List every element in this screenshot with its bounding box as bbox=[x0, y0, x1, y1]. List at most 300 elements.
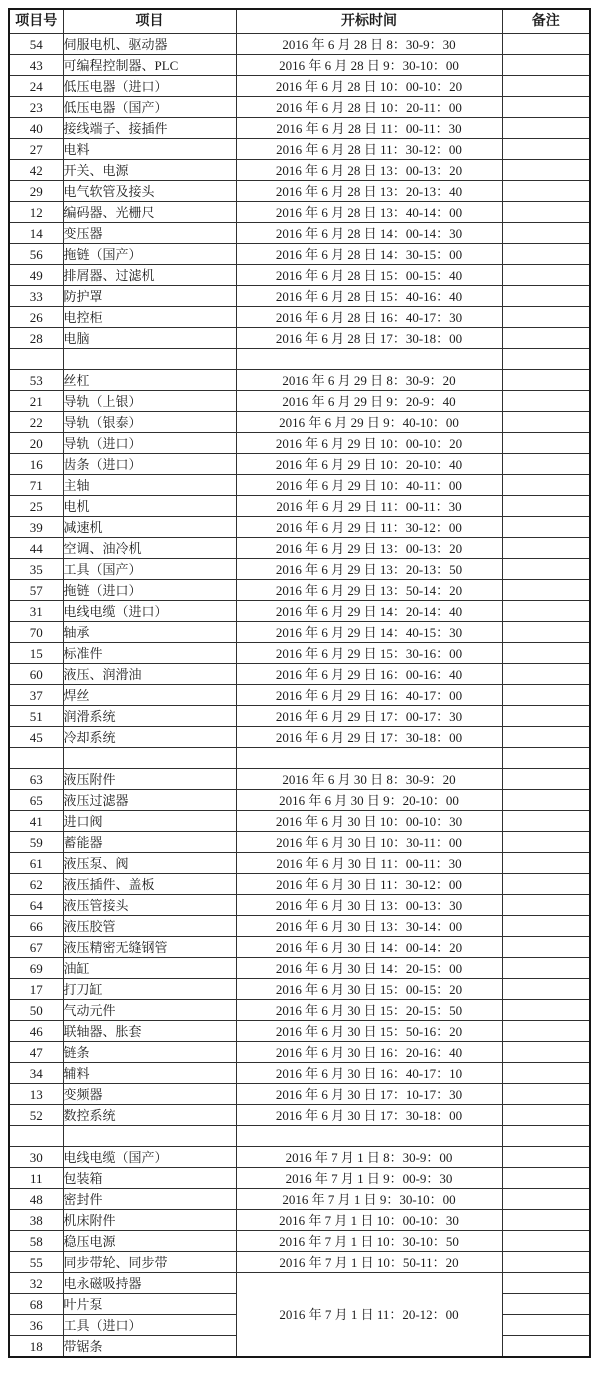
item-no-cell: 41 bbox=[9, 811, 63, 832]
bid-opening-schedule-table bbox=[8, 8, 591, 1358]
table-row bbox=[9, 1231, 590, 1252]
table-row bbox=[9, 664, 590, 685]
table-row bbox=[9, 601, 590, 622]
remark-cell bbox=[502, 454, 590, 475]
item-name-cell: 低压电器（国产） bbox=[63, 97, 236, 118]
item-name-cell: 开关、电源 bbox=[63, 160, 236, 181]
bid-time-cell: 2016 年 6 月 28 日 8：30-9：30 bbox=[236, 34, 502, 55]
bid-time-cell: 2016 年 6 月 30 日 9：20-10：00 bbox=[236, 790, 502, 811]
item-no-cell: 56 bbox=[9, 244, 63, 265]
bid-time-cell: 2016 年 6 月 29 日 16：00-16：40 bbox=[236, 664, 502, 685]
remark-cell bbox=[502, 139, 590, 160]
table-row bbox=[9, 1021, 590, 1042]
item-name-cell: 可编程控制器、PLC bbox=[63, 55, 236, 76]
item-no-cell: 64 bbox=[9, 895, 63, 916]
item-name-cell: 链条 bbox=[63, 1042, 236, 1063]
item-name-cell: 进口阀 bbox=[63, 811, 236, 832]
item-no-cell: 27 bbox=[9, 139, 63, 160]
item-no-cell: 35 bbox=[9, 559, 63, 580]
remark-cell bbox=[502, 76, 590, 97]
remark-cell bbox=[502, 265, 590, 286]
table-row bbox=[9, 538, 590, 559]
bid-time-cell: 2016 年 6 月 28 日 11：00-11：30 bbox=[236, 118, 502, 139]
remark-cell bbox=[502, 979, 590, 1000]
item-name-cell: 轴承 bbox=[63, 622, 236, 643]
item-name-cell: 冷却系统 bbox=[63, 727, 236, 748]
remark-cell bbox=[502, 685, 590, 706]
item-name-cell: 电线电缆（国产） bbox=[63, 1147, 236, 1168]
table-row bbox=[9, 97, 590, 118]
item-name-cell: 辅料 bbox=[63, 1063, 236, 1084]
remark-cell bbox=[502, 349, 590, 370]
item-name-cell: 主轴 bbox=[63, 475, 236, 496]
item-name-cell: 电机 bbox=[63, 496, 236, 517]
bid-time-cell: 2016 年 6 月 28 日 11：30-12：00 bbox=[236, 139, 502, 160]
bid-time-cell: 2016 年 6 月 29 日 8：30-9：20 bbox=[236, 370, 502, 391]
table-row bbox=[9, 706, 590, 727]
bid-time-cell: 2016 年 6 月 28 日 10：20-11：00 bbox=[236, 97, 502, 118]
item-no-cell: 21 bbox=[9, 391, 63, 412]
remark-cell bbox=[502, 244, 590, 265]
item-name-cell: 低压电器（进口） bbox=[63, 76, 236, 97]
remark-cell bbox=[502, 433, 590, 454]
table-row bbox=[9, 55, 590, 76]
table-row bbox=[9, 496, 590, 517]
item-no-cell: 70 bbox=[9, 622, 63, 643]
item-name-cell bbox=[63, 748, 236, 769]
remark-cell bbox=[502, 790, 590, 811]
remark-cell bbox=[502, 55, 590, 76]
item-no-cell: 43 bbox=[9, 55, 63, 76]
table-row bbox=[9, 1063, 590, 1084]
bid-time-cell: 2016 年 6 月 30 日 16：40-17：10 bbox=[236, 1063, 502, 1084]
item-name-cell: 气动元件 bbox=[63, 1000, 236, 1021]
remark-cell bbox=[502, 664, 590, 685]
item-name-cell: 丝杠 bbox=[63, 370, 236, 391]
item-no-cell: 67 bbox=[9, 937, 63, 958]
remark-cell bbox=[502, 1147, 590, 1168]
item-name-cell: 工具（进口） bbox=[63, 1315, 236, 1336]
item-name-cell: 液压附件 bbox=[63, 769, 236, 790]
table-row bbox=[9, 160, 590, 181]
remark-cell bbox=[502, 811, 590, 832]
item-name-cell: 接线端子、接插件 bbox=[63, 118, 236, 139]
remark-cell bbox=[502, 1084, 590, 1105]
item-name-cell: 拖链（进口） bbox=[63, 580, 236, 601]
item-name-cell: 电控柜 bbox=[63, 307, 236, 328]
bid-time-cell: 2016 年 6 月 30 日 17：10-17：30 bbox=[236, 1084, 502, 1105]
remark-cell bbox=[502, 1315, 590, 1336]
item-name-cell: 减速机 bbox=[63, 517, 236, 538]
bid-time-cell: 2016 年 6 月 29 日 13：00-13：20 bbox=[236, 538, 502, 559]
item-name-cell: 蓄能器 bbox=[63, 832, 236, 853]
item-name-cell: 打刀缸 bbox=[63, 979, 236, 1000]
item-name-cell: 电料 bbox=[63, 139, 236, 160]
bid-time-cell: 2016 年 6 月 30 日 15：50-16：20 bbox=[236, 1021, 502, 1042]
remark-cell bbox=[502, 1021, 590, 1042]
header-row bbox=[9, 9, 590, 34]
table-row bbox=[9, 475, 590, 496]
table-row bbox=[9, 34, 590, 55]
bid-time-cell: 2016 年 6 月 28 日 17：30-18：00 bbox=[236, 328, 502, 349]
remark-cell bbox=[502, 1231, 590, 1252]
remark-cell bbox=[502, 97, 590, 118]
item-no-cell: 12 bbox=[9, 202, 63, 223]
remark-cell bbox=[502, 1000, 590, 1021]
item-name-cell: 液压过滤器 bbox=[63, 790, 236, 811]
item-no-cell: 31 bbox=[9, 601, 63, 622]
remark-cell bbox=[502, 1252, 590, 1273]
table-row bbox=[9, 265, 590, 286]
item-no-cell: 52 bbox=[9, 1105, 63, 1126]
table-row bbox=[9, 433, 590, 454]
remark-cell bbox=[502, 412, 590, 433]
bid-time-cell: 2016 年 6 月 29 日 14：40-15：30 bbox=[236, 622, 502, 643]
item-no-cell bbox=[9, 1126, 63, 1147]
col-header-bid-time: 开标时间 bbox=[236, 9, 502, 34]
item-no-cell: 39 bbox=[9, 517, 63, 538]
item-name-cell: 液压、润滑油 bbox=[63, 664, 236, 685]
table-row bbox=[9, 979, 590, 1000]
item-name-cell: 机床附件 bbox=[63, 1210, 236, 1231]
bid-time-cell: 2016 年 6 月 30 日 10：00-10：30 bbox=[236, 811, 502, 832]
item-no-cell bbox=[9, 349, 63, 370]
table-row bbox=[9, 370, 590, 391]
bid-time-cell: 2016 年 6 月 29 日 16：40-17：00 bbox=[236, 685, 502, 706]
item-name-cell: 电永磁吸持器 bbox=[63, 1273, 236, 1294]
item-no-cell: 33 bbox=[9, 286, 63, 307]
table-row bbox=[9, 1210, 590, 1231]
remark-cell bbox=[502, 1294, 590, 1315]
table-row bbox=[9, 286, 590, 307]
table-row bbox=[9, 832, 590, 853]
bid-time-cell: 2016 年 6 月 30 日 13：00-13：30 bbox=[236, 895, 502, 916]
item-no-cell: 23 bbox=[9, 97, 63, 118]
remark-cell bbox=[502, 1126, 590, 1147]
bid-time-cell: 2016 年 6 月 30 日 10：30-11：00 bbox=[236, 832, 502, 853]
table-row bbox=[9, 559, 590, 580]
separator-row bbox=[9, 349, 590, 370]
col-header-item-no: 项目号 bbox=[9, 9, 63, 34]
table-row bbox=[9, 937, 590, 958]
remark-cell bbox=[502, 517, 590, 538]
item-name-cell bbox=[63, 1126, 236, 1147]
item-no-cell: 20 bbox=[9, 433, 63, 454]
item-name-cell: 包装箱 bbox=[63, 1168, 236, 1189]
item-name-cell: 电线电缆（进口） bbox=[63, 601, 236, 622]
table-row bbox=[9, 1168, 590, 1189]
remark-cell bbox=[502, 874, 590, 895]
item-no-cell: 45 bbox=[9, 727, 63, 748]
item-no-cell: 58 bbox=[9, 1231, 63, 1252]
table-row bbox=[9, 517, 590, 538]
bid-time-cell: 2016 年 7 月 1 日 8：30-9：00 bbox=[236, 1147, 502, 1168]
item-no-cell: 42 bbox=[9, 160, 63, 181]
item-no-cell: 59 bbox=[9, 832, 63, 853]
table-row bbox=[9, 1147, 590, 1168]
item-name-cell: 导轨（银泰） bbox=[63, 412, 236, 433]
table-row bbox=[9, 1252, 590, 1273]
remark-cell bbox=[502, 727, 590, 748]
item-no-cell: 57 bbox=[9, 580, 63, 601]
remark-cell bbox=[502, 307, 590, 328]
bid-time-cell bbox=[236, 1126, 502, 1147]
item-name-cell: 液压精密无缝钢管 bbox=[63, 937, 236, 958]
item-no-cell: 60 bbox=[9, 664, 63, 685]
remark-cell bbox=[502, 391, 590, 412]
remark-cell bbox=[502, 1105, 590, 1126]
item-no-cell: 37 bbox=[9, 685, 63, 706]
item-no-cell: 46 bbox=[9, 1021, 63, 1042]
item-no-cell: 28 bbox=[9, 328, 63, 349]
remark-cell bbox=[502, 853, 590, 874]
remark-cell bbox=[502, 601, 590, 622]
remark-cell bbox=[502, 706, 590, 727]
bid-time-cell: 2016 年 7 月 1 日 10：50-11：20 bbox=[236, 1252, 502, 1273]
bid-time-cell: 2016 年 6 月 29 日 10：40-11：00 bbox=[236, 475, 502, 496]
table-body bbox=[9, 34, 590, 1358]
remark-cell bbox=[502, 1168, 590, 1189]
item-no-cell bbox=[9, 748, 63, 769]
item-no-cell: 71 bbox=[9, 475, 63, 496]
bid-time-cell bbox=[236, 349, 502, 370]
remark-cell bbox=[502, 118, 590, 139]
item-no-cell: 47 bbox=[9, 1042, 63, 1063]
table-row bbox=[9, 1105, 590, 1126]
item-no-cell: 14 bbox=[9, 223, 63, 244]
item-no-cell: 54 bbox=[9, 34, 63, 55]
table-row bbox=[9, 139, 590, 160]
bid-time-cell: 2016 年 6 月 29 日 9：40-10：00 bbox=[236, 412, 502, 433]
remark-cell bbox=[502, 769, 590, 790]
bid-time-cell: 2016 年 6 月 28 日 15：40-16：40 bbox=[236, 286, 502, 307]
table-row bbox=[9, 622, 590, 643]
item-name-cell: 导轨（进口） bbox=[63, 433, 236, 454]
item-name-cell: 电气软管及接头 bbox=[63, 181, 236, 202]
item-name-cell: 变压器 bbox=[63, 223, 236, 244]
item-no-cell: 65 bbox=[9, 790, 63, 811]
table-row bbox=[9, 307, 590, 328]
item-no-cell: 44 bbox=[9, 538, 63, 559]
bid-time-cell: 2016 年 6 月 29 日 15：30-16：00 bbox=[236, 643, 502, 664]
remark-cell bbox=[502, 160, 590, 181]
item-no-cell: 24 bbox=[9, 76, 63, 97]
table-row bbox=[9, 244, 590, 265]
remark-cell bbox=[502, 958, 590, 979]
bid-time-cell: 2016 年 7 月 1 日 9：00-9：30 bbox=[236, 1168, 502, 1189]
item-no-cell: 38 bbox=[9, 1210, 63, 1231]
item-no-cell: 13 bbox=[9, 1084, 63, 1105]
table-row bbox=[9, 454, 590, 475]
bid-time-cell: 2016 年 6 月 28 日 14：00-14：30 bbox=[236, 223, 502, 244]
remark-cell bbox=[502, 1210, 590, 1231]
table-row bbox=[9, 769, 590, 790]
table-row bbox=[9, 580, 590, 601]
bid-time-cell: 2016 年 6 月 30 日 11：00-11：30 bbox=[236, 853, 502, 874]
bid-time-cell: 2016 年 6 月 28 日 14：30-15：00 bbox=[236, 244, 502, 265]
remark-cell bbox=[502, 538, 590, 559]
remark-cell bbox=[502, 1273, 590, 1294]
remark-cell bbox=[502, 34, 590, 55]
item-name-cell: 变频器 bbox=[63, 1084, 236, 1105]
item-name-cell: 带锯条 bbox=[63, 1336, 236, 1358]
item-name-cell: 密封件 bbox=[63, 1189, 236, 1210]
remark-cell bbox=[502, 328, 590, 349]
item-name-cell: 空调、油冷机 bbox=[63, 538, 236, 559]
item-name-cell: 液压泵、阀 bbox=[63, 853, 236, 874]
bid-time-cell: 2016 年 6 月 28 日 15：00-15：40 bbox=[236, 265, 502, 286]
remark-cell bbox=[502, 580, 590, 601]
item-name-cell: 叶片泵 bbox=[63, 1294, 236, 1315]
bid-time-cell: 2016 年 6 月 30 日 11：30-12：00 bbox=[236, 874, 502, 895]
remark-cell bbox=[502, 1189, 590, 1210]
bid-time-cell: 2016 年 6 月 29 日 11：00-11：30 bbox=[236, 496, 502, 517]
item-name-cell: 润滑系统 bbox=[63, 706, 236, 727]
item-no-cell: 18 bbox=[9, 1336, 63, 1358]
separator-row bbox=[9, 1126, 590, 1147]
bid-time-cell: 2016 年 6 月 30 日 13：30-14：00 bbox=[236, 916, 502, 937]
item-no-cell: 68 bbox=[9, 1294, 63, 1315]
table-row bbox=[9, 412, 590, 433]
remark-cell bbox=[502, 622, 590, 643]
item-no-cell: 30 bbox=[9, 1147, 63, 1168]
bid-time-cell: 2016 年 6 月 29 日 10：00-10：20 bbox=[236, 433, 502, 454]
bid-time-cell: 2016 年 6 月 28 日 13：40-14：00 bbox=[236, 202, 502, 223]
bid-time-cell: 2016 年 7 月 1 日 10：00-10：30 bbox=[236, 1210, 502, 1231]
remark-cell bbox=[502, 223, 590, 244]
item-name-cell: 工具（国产） bbox=[63, 559, 236, 580]
item-no-cell: 29 bbox=[9, 181, 63, 202]
bid-time-cell: 2016 年 6 月 29 日 17：30-18：00 bbox=[236, 727, 502, 748]
bid-time-cell: 2016 年 6 月 28 日 9：30-10：00 bbox=[236, 55, 502, 76]
table-row bbox=[9, 1084, 590, 1105]
bid-time-cell: 2016 年 6 月 28 日 16：40-17：30 bbox=[236, 307, 502, 328]
bid-time-cell: 2016 年 6 月 28 日 13：20-13：40 bbox=[236, 181, 502, 202]
item-no-cell: 32 bbox=[9, 1273, 63, 1294]
table-row bbox=[9, 1273, 590, 1294]
table-row bbox=[9, 874, 590, 895]
item-name-cell: 防护罩 bbox=[63, 286, 236, 307]
item-no-cell: 62 bbox=[9, 874, 63, 895]
item-no-cell: 49 bbox=[9, 265, 63, 286]
bid-time-cell: 2016 年 6 月 30 日 14：20-15：00 bbox=[236, 958, 502, 979]
table-row bbox=[9, 391, 590, 412]
item-name-cell: 导轨（上银） bbox=[63, 391, 236, 412]
bid-time-cell: 2016 年 6 月 30 日 17：30-18：00 bbox=[236, 1105, 502, 1126]
item-no-cell: 50 bbox=[9, 1000, 63, 1021]
separator-row bbox=[9, 748, 590, 769]
item-no-cell: 55 bbox=[9, 1252, 63, 1273]
table-row bbox=[9, 328, 590, 349]
item-name-cell: 联轴器、胀套 bbox=[63, 1021, 236, 1042]
remark-cell bbox=[502, 916, 590, 937]
item-no-cell: 17 bbox=[9, 979, 63, 1000]
item-name-cell: 拖链（国产） bbox=[63, 244, 236, 265]
item-name-cell: 伺服电机、驱动器 bbox=[63, 34, 236, 55]
item-no-cell: 16 bbox=[9, 454, 63, 475]
bid-time-cell: 2016 年 6 月 28 日 10：00-10：20 bbox=[236, 76, 502, 97]
table-row bbox=[9, 1189, 590, 1210]
item-no-cell: 15 bbox=[9, 643, 63, 664]
remark-cell bbox=[502, 181, 590, 202]
item-no-cell: 25 bbox=[9, 496, 63, 517]
table-row bbox=[9, 685, 590, 706]
item-name-cell: 编码器、光栅尺 bbox=[63, 202, 236, 223]
bid-time-cell: 2016 年 6 月 30 日 14：00-14：20 bbox=[236, 937, 502, 958]
table-row bbox=[9, 790, 590, 811]
item-name-cell: 液压胶管 bbox=[63, 916, 236, 937]
item-name-cell bbox=[63, 349, 236, 370]
remark-cell bbox=[502, 202, 590, 223]
table-row bbox=[9, 895, 590, 916]
table-row bbox=[9, 76, 590, 97]
bid-time-cell: 2016 年 6 月 28 日 13：00-13：20 bbox=[236, 160, 502, 181]
remark-cell bbox=[502, 286, 590, 307]
bid-time-cell: 2016 年 6 月 29 日 17：00-17：30 bbox=[236, 706, 502, 727]
remark-cell bbox=[502, 1063, 590, 1084]
bid-time-cell: 2016 年 6 月 29 日 13：20-13：50 bbox=[236, 559, 502, 580]
item-name-cell: 液压管接头 bbox=[63, 895, 236, 916]
bid-time-cell: 2016 年 6 月 29 日 14：20-14：40 bbox=[236, 601, 502, 622]
table-row bbox=[9, 1042, 590, 1063]
item-name-cell: 焊丝 bbox=[63, 685, 236, 706]
remark-cell bbox=[502, 1336, 590, 1358]
item-no-cell: 26 bbox=[9, 307, 63, 328]
item-no-cell: 53 bbox=[9, 370, 63, 391]
remark-cell bbox=[502, 559, 590, 580]
item-no-cell: 66 bbox=[9, 916, 63, 937]
remark-cell bbox=[502, 643, 590, 664]
table-row bbox=[9, 727, 590, 748]
item-no-cell: 63 bbox=[9, 769, 63, 790]
item-no-cell: 61 bbox=[9, 853, 63, 874]
bid-time-cell: 2016 年 7 月 1 日 11：20-12：00 bbox=[236, 1273, 502, 1358]
table-row bbox=[9, 223, 590, 244]
remark-cell bbox=[502, 1042, 590, 1063]
bid-time-cell: 2016 年 6 月 29 日 13：50-14：20 bbox=[236, 580, 502, 601]
table-row bbox=[9, 958, 590, 979]
item-no-cell: 22 bbox=[9, 412, 63, 433]
table-row bbox=[9, 916, 590, 937]
bid-time-cell bbox=[236, 748, 502, 769]
remark-cell bbox=[502, 748, 590, 769]
bid-time-cell: 2016 年 6 月 30 日 15：00-15：20 bbox=[236, 979, 502, 1000]
remark-cell bbox=[502, 937, 590, 958]
bid-time-cell: 2016 年 6 月 29 日 9：20-9：40 bbox=[236, 391, 502, 412]
bid-time-cell: 2016 年 6 月 30 日 16：20-16：40 bbox=[236, 1042, 502, 1063]
bid-time-cell: 2016 年 6 月 29 日 11：30-12：00 bbox=[236, 517, 502, 538]
item-name-cell: 排屑器、过滤机 bbox=[63, 265, 236, 286]
table-row bbox=[9, 643, 590, 664]
table-row bbox=[9, 181, 590, 202]
table-row bbox=[9, 1000, 590, 1021]
bid-time-cell: 2016 年 6 月 30 日 8：30-9：20 bbox=[236, 769, 502, 790]
bid-time-cell: 2016 年 7 月 1 日 9：30-10：00 bbox=[236, 1189, 502, 1210]
item-name-cell: 稳压电源 bbox=[63, 1231, 236, 1252]
item-name-cell: 液压插件、盖板 bbox=[63, 874, 236, 895]
item-no-cell: 11 bbox=[9, 1168, 63, 1189]
item-no-cell: 51 bbox=[9, 706, 63, 727]
remark-cell bbox=[502, 832, 590, 853]
table-row bbox=[9, 118, 590, 139]
table-row bbox=[9, 202, 590, 223]
remark-cell bbox=[502, 370, 590, 391]
bid-time-cell: 2016 年 6 月 29 日 10：20-10：40 bbox=[236, 454, 502, 475]
bid-time-cell: 2016 年 6 月 30 日 15：20-15：50 bbox=[236, 1000, 502, 1021]
item-no-cell: 34 bbox=[9, 1063, 63, 1084]
remark-cell bbox=[502, 496, 590, 517]
item-name-cell: 同步带轮、同步带 bbox=[63, 1252, 236, 1273]
